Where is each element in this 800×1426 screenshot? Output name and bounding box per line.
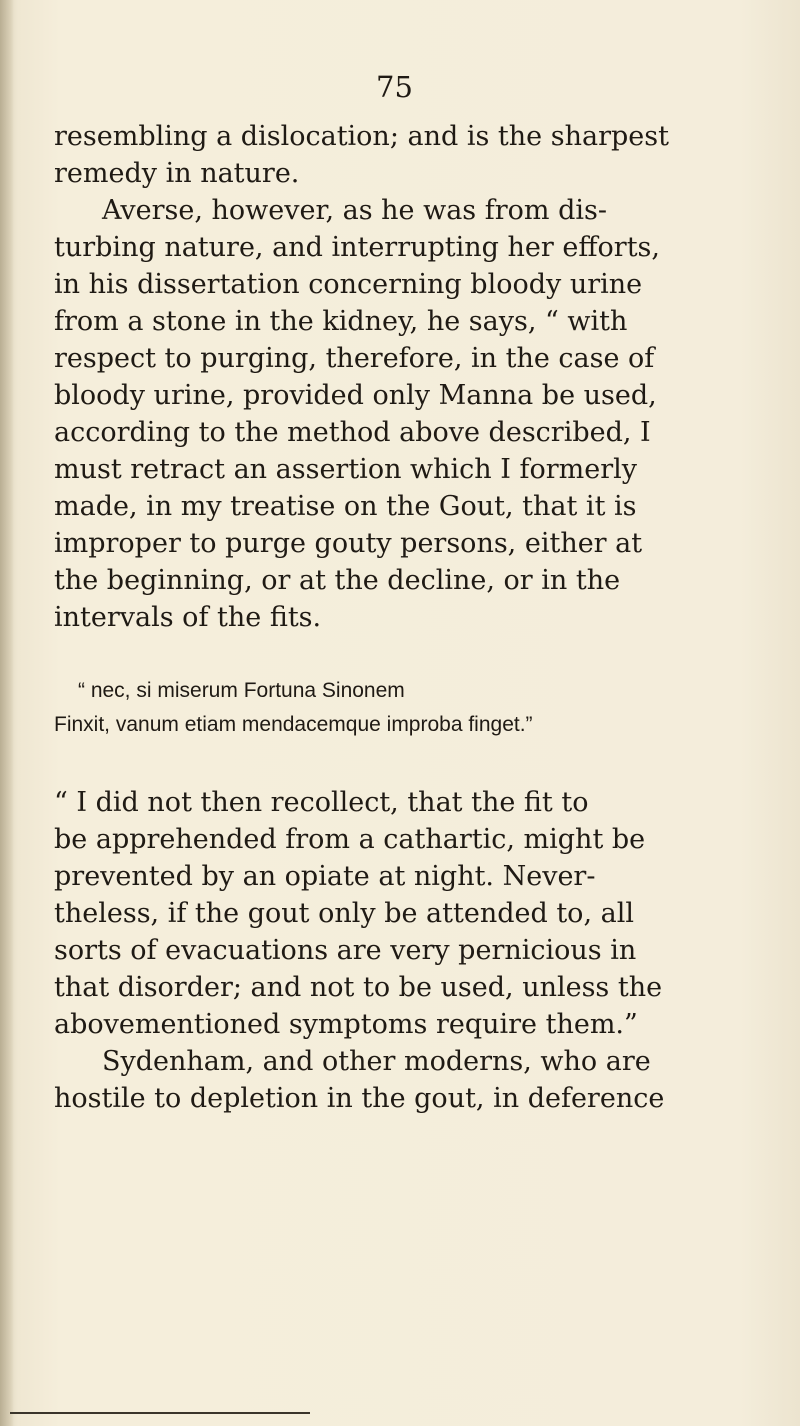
text-line-10: must retract an assertion which I formerly — [54, 454, 638, 485]
text-line-12: improper to purge gouty persons, either at — [54, 528, 643, 559]
page-spine-shadow — [0, 0, 14, 1426]
text-line-4: turbing nature, and interrupting her efforts, — [54, 232, 660, 263]
text-line-23: hostile to depletion in the gout, in deference — [54, 1083, 665, 1114]
text-line-11: made, in my treatise on the Gout, that it is — [54, 491, 637, 522]
text-line-21: abovementioned symptoms require them.” — [54, 1009, 638, 1040]
text-line-19: sorts of evacuations are very pernicious in — [54, 935, 637, 966]
text-line-3: Averse, however, as he was from dis- — [102, 195, 607, 226]
text-line-1: resembling a dislocation; and is the sharpest — [54, 121, 669, 152]
text-line-13: the beginning, or at the decline, or in the — [54, 565, 621, 596]
text-line-14: intervals of the fits. — [54, 602, 322, 633]
text-line-8: bloody urine, provided only Manna be used, — [54, 380, 657, 411]
text-line-7: respect to purging, therefore, in the case of — [54, 343, 655, 374]
text-line-20: that disorder; and not to be used, unless the — [54, 972, 663, 1003]
text-line-16: be apprehended from a cathartic, might be — [54, 824, 646, 855]
text-line-22: Sydenham, and other moderns, who are — [102, 1046, 651, 1077]
latin-quote-line-1: “ nec, si miserum Fortuna Sinonem — [78, 679, 405, 702]
text-line-5: in his dissertation concerning bloody urine — [54, 269, 643, 300]
text-line-17: prevented by an opiate at night. Never- — [54, 861, 596, 892]
text-line-6: from a stone in the kidney, he says, “ with — [54, 306, 628, 337]
latin-quote-line-2: Finxit, vanum etiam mendacemque improba finget.” — [54, 713, 533, 736]
text-line-15: “ I did not then recollect, that the fit to — [54, 787, 589, 818]
bottom-edge-rule — [10, 1412, 310, 1414]
text-line-9: according to the method above described, I — [54, 417, 651, 448]
text-line-2: remedy in nature. — [54, 158, 300, 189]
text-line-18: theless, if the gout only be attended to, all — [54, 898, 634, 929]
page-number: 75 — [376, 70, 413, 104]
